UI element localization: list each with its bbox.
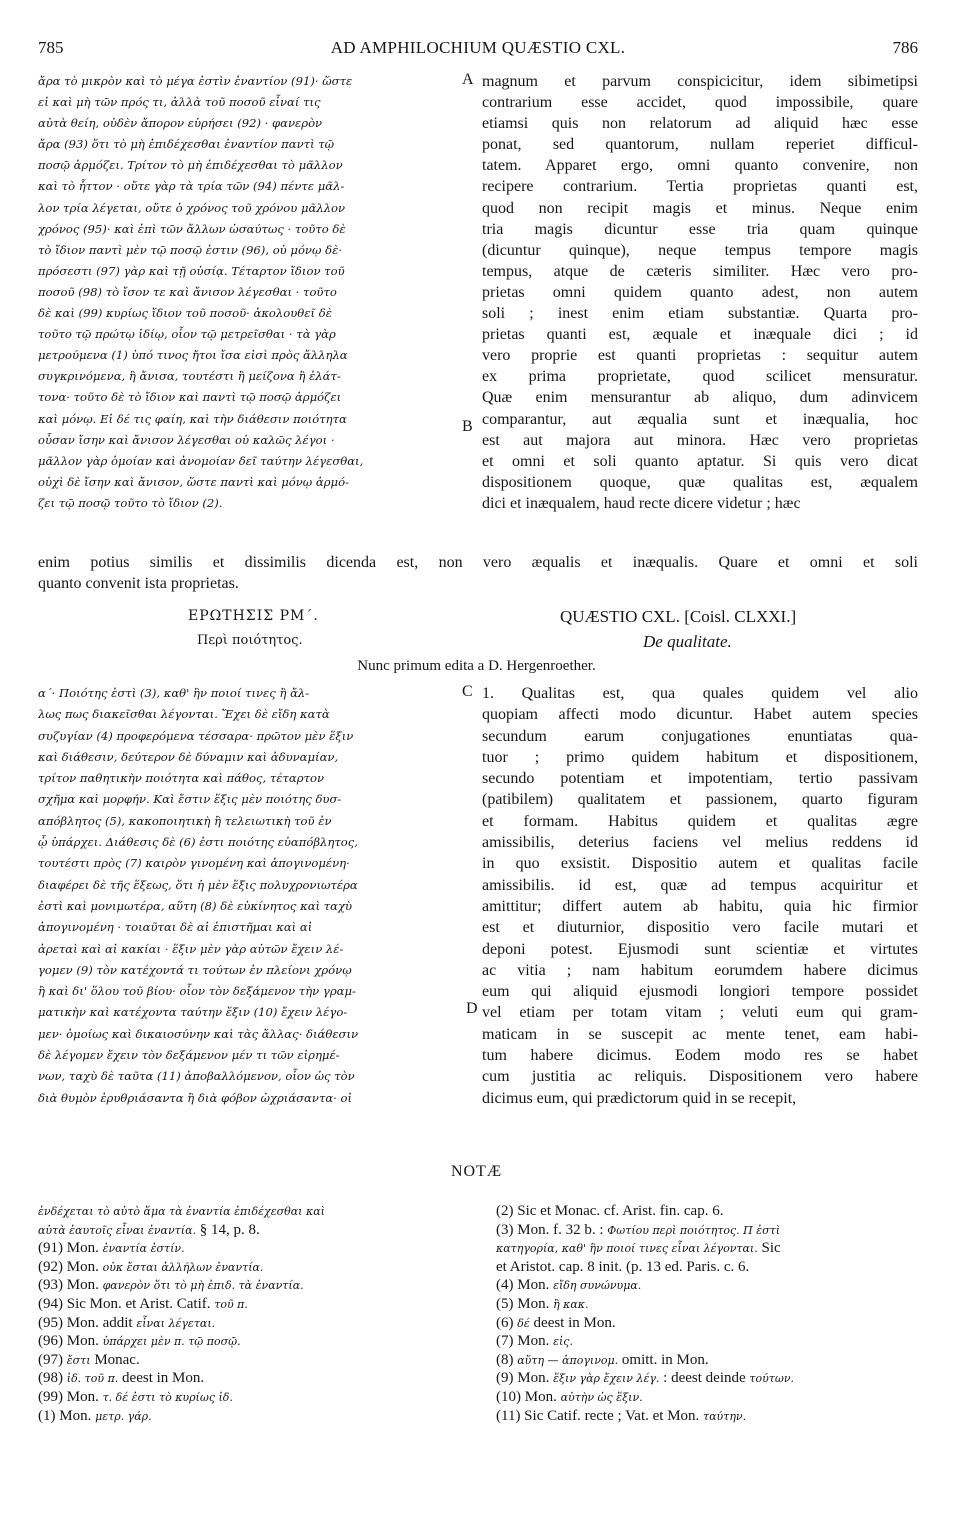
latin-text-line: ponat, sed quantorum, nullam reperiet difficul- — [482, 136, 918, 154]
note-greek-text: ἕξιν γὰρ ἔχειν λέγ. — [553, 1372, 660, 1386]
continuation-line: enim potius similis et dissimilis dicenda est, non vero æqualis et inæqualis. Quare et omni et soli — [38, 554, 918, 571]
note-greek-text: φανερὸν ὅτι τὸ μὴ ἐπιδ. τὰ ἐναντία. — [102, 1279, 304, 1293]
greek-text-line: ἄρα τὸ μικρὸν καὶ τὸ μέγα ἐστὶν ἐναντίον (91)· ὥστε — [38, 74, 353, 88]
greek-text-line: συγκρινόμενα, ἢ ἄνισα, τουτέστι ἢ μείζονα ἢ ἐλάτ- — [38, 369, 341, 384]
note-text: : deest deinde — [659, 1370, 750, 1387]
note-line — [496, 1369, 926, 1388]
note-text: (92) Mon. — [38, 1258, 103, 1275]
latin-text-line: prietas quanti est, æquale et inæquale dici ; id — [482, 326, 918, 344]
latin-text-line: vero proprie est quanti proprietas : sequitur autem — [482, 347, 918, 365]
greek-text-line: μεν· ὁμοίως καὶ δικαιοσύνην καὶ τὰς ἄλλας· διάθεσιν — [38, 1026, 359, 1041]
latin-question-subtitle: De qualitate. — [643, 632, 732, 651]
note-text: et Aristot. cap. 8 init. (p. 13 ed. Paris. c. 6. — [496, 1258, 750, 1275]
greek-text-line: λον τρία λέγεται, οὔτε ὁ χρόνος τοῦ χρόνου μᾶλλον — [38, 200, 346, 215]
note-text: (97) — [38, 1351, 67, 1368]
latin-text-line: (patibilem) qualitatem et passionem, quarto figuram — [482, 791, 918, 809]
greek-text-line: αὐτὰ θείη, οὐδὲν ἄπορον εὑρήσει (92) · φανερὸν — [38, 116, 323, 131]
latin-text-line: secundum earum conjugationes enuntiatas qua- — [482, 727, 918, 745]
edition-note: Nunc primum edita a D. Hergenroether. — [357, 658, 596, 674]
note-text: § 14, p. 8. — [196, 1221, 260, 1238]
greek-text-line: ποσοῦ (98) τὸ ἴσον τε καὶ ἄνισον λέγεσθαι · τοῦτο — [38, 284, 337, 299]
page-number-right: 786 — [892, 38, 918, 57]
running-header — [38, 38, 918, 62]
latin-text-line: cum justitia ac reliquis. Dispositionem vero habere — [482, 1068, 918, 1086]
note-greek-text: ἰδ. τοῦ π. — [66, 1372, 119, 1386]
latin-text-line: recipere contrarium. Tertia proprietas quanti est, — [482, 178, 918, 196]
greek-text-line: εἰ καὶ μὴ τῶν πρός τι, ἀλλὰ τοῦ ποσοῦ εἶναί τις — [38, 95, 321, 110]
latin-text-line: maticam in se suscepit ac mente tenet, eam habi- — [482, 1025, 918, 1043]
latin-text-line: tum habere dicimus. Eodem modo res se habet — [482, 1047, 918, 1065]
latin-text-line: est et diuturnior, dispositio vero facile mutari et — [482, 919, 918, 937]
latin-text-line: dispositionem quoque, quæ qualitas est, æqualem — [482, 473, 918, 491]
note-line — [38, 1332, 478, 1351]
note-text: Sic — [757, 1240, 781, 1257]
greek-column-top — [38, 71, 456, 514]
latin-column-bottom — [482, 683, 918, 1109]
note-greek-text: τοῦ π. — [214, 1297, 248, 1311]
greek-text-line: ζει τῷ ποσῷ τοῦτο τὸ ἴδιον (2). — [38, 495, 223, 510]
latin-text-line: amittitur; differt autem ab habitu, quia hic firmior — [482, 897, 918, 915]
note-greek-text: ἐνδέχεται τὸ αὐτὸ ἅμα τὰ ἐναντία ἐπιδέχεσθαι καὶ — [38, 1205, 325, 1218]
full-width-continuation — [38, 552, 918, 594]
note-greek-text: οὐκ ἔσται ἀλλήλων ἐναντία. — [102, 1260, 264, 1274]
note-greek-text: εἶναι λέγεται. — [136, 1316, 216, 1330]
note-line — [496, 1202, 926, 1221]
note-text: (5) Mon. — [496, 1295, 554, 1312]
note-greek-text: ὑπάρχει μὲν π. τῷ ποσῷ. — [102, 1335, 241, 1349]
greek-text-line: οὐχὶ δὲ ἴσην καὶ ἄνισον, ὥστε παντὶ καὶ μόνῳ ἁρμό- — [38, 474, 349, 489]
latin-question-title: QUÆSTIO CXL. [Coisl. CLXXI.] — [560, 607, 797, 626]
latin-text-line: quopiam affecti modo dicuntur. Habet autem species — [482, 706, 918, 724]
greek-text-line: τὸ ἴδιον παντὶ μὲν τῷ ποσῷ ἐστιν (96), οὐ μόνῳ δὲ· — [38, 242, 343, 257]
greek-text-line: καὶ τὸ ἧττον · οὔτε γὰρ τὰ τρία τῶν (94) πέντε μᾶλ- — [38, 179, 345, 194]
note-line — [38, 1388, 478, 1407]
greek-text-line: ἐστὶ καὶ μονιμωτέρα, αὕτη (8) δὲ εὐκίνητος καὶ ταχὺ — [38, 898, 353, 913]
note-line — [38, 1276, 478, 1295]
greek-text-line: καὶ διάθεσιν, δεύτερον δὲ δύναμιν καὶ ἀδυναμίαν, — [38, 749, 339, 764]
greek-text-line: τουτέστι πρὸς (7) καιρὸν γινομένη καὶ ἀπογινομένη· — [38, 856, 350, 871]
note-text: deest in Mon. — [118, 1370, 205, 1387]
note-greek-text: δέ — [517, 1316, 530, 1330]
column-marker-c: C — [462, 683, 473, 700]
note-text: (98) — [38, 1370, 67, 1387]
note-line — [38, 1295, 478, 1314]
note-line — [38, 1239, 478, 1258]
note-text: (4) Mon. — [496, 1277, 554, 1294]
note-text: (94) Sic Mon. et Arist. Catif. — [38, 1295, 215, 1312]
latin-text-line: tuor ; primo quidem habitum et dispositionem, — [482, 748, 918, 766]
greek-text-line: χρόνος (95)· καὶ ἐπὶ τῶν ἄλλων ὡσαύτως · τοῦτο δὲ — [38, 221, 346, 236]
latin-text-line: ac vitia ; nam habitum eorumdem habere dicimus — [482, 961, 918, 979]
note-text: (6) — [496, 1314, 518, 1331]
greek-text-line: οὖσαν ἴσην καὶ ἄνισον λέγεσθαι οὐ καλῶς λέγοι · — [38, 432, 335, 447]
note-text: (99) Mon. — [38, 1388, 103, 1405]
note-line — [496, 1351, 926, 1370]
greek-text-line: ἄρα (93) ὅτι τὸ μὴ ἐπιδέχεσθαι ἐναντίον παντὶ τῷ — [38, 137, 335, 152]
note-text: deest in Mon. — [529, 1314, 616, 1331]
latin-text-line: magnum et parvum conspicicitur, idem sibimetipsi — [482, 73, 918, 90]
note-text: (11) Sic Catif. recte ; Vat. et Mon. — [496, 1407, 704, 1424]
greek-text-line: μετρούμενα (1) ὑπό τινος ἤτοι ἴσα εἰσὶ πρὸς ἄλληλα — [38, 348, 348, 363]
greek-text-line: σχῆμα καὶ μορφήν. Καὶ ἔστιν ἕξις μὲν ποιότης δυσ- — [38, 792, 342, 807]
note-text: (96) Mon. — [38, 1333, 103, 1350]
latin-text-line: amissibilis. id est, quæ ad tempus acquiritur et — [482, 876, 918, 894]
continuation-line: quanto convenit ista proprietas. — [38, 575, 239, 592]
note-line — [38, 1202, 478, 1221]
note-greek-text: εἰς. — [553, 1335, 573, 1349]
note-line — [496, 1332, 926, 1351]
latin-text-line: dici et inæqualem, haud recte dicere videtur ; hæc — [482, 494, 801, 512]
note-greek-text: μετρ. γάρ. — [95, 1409, 152, 1423]
note-line — [496, 1239, 926, 1258]
latin-text-line: vel etiam per totam vitam ; veluti eum qui gram- — [482, 1004, 918, 1022]
note-greek-text: αὐτὰ ἑαυτοῖς εἶναι ἐναντία. — [38, 1223, 196, 1237]
latin-text-line: comparantur, aut æqualia sunt et inæqualia, hoc — [482, 410, 918, 428]
notes-right-column — [496, 1202, 926, 1425]
column-marker-b: B — [462, 418, 473, 435]
greek-text-line: καὶ μόνῳ. Εἰ δέ τις φαίη, καὶ τὴν διάθεσιν ποιότητα — [38, 411, 347, 426]
latin-text-line: contrarium esse accidet, quod impossibile, quare — [482, 94, 918, 112]
column-marker-d: D — [466, 1000, 478, 1017]
greek-text-line: διαφέρει δὲ τῆς ἕξεως, ὅτι ἡ μὲν ἕξις πολυχρονιωτέρα — [38, 877, 358, 892]
latin-text-line: soli ; inest enim etiam substantiæ. Quarta pro- — [482, 305, 918, 323]
greek-text-line: δὲ λέγομεν ἔχειν τὸν δεξάμενον μέν τι τῶν εἰρημέ- — [38, 1048, 340, 1063]
note-greek-text: ἐναντία ἐστίν. — [102, 1242, 185, 1256]
note-line — [496, 1388, 926, 1407]
note-greek-text: κατηγορία, καθ' ἣν ποιοί τινες εἶναι λέγονται. — [496, 1242, 758, 1256]
column-marker-a: A — [462, 71, 474, 88]
greek-text-line: πρόσεστι (97) γὰρ καὶ τῇ οὐσίᾳ. Τέταρτον ἴδιον τοῦ — [38, 263, 345, 278]
latin-text-line: tria magis dicuntur esse tria quam quinque — [482, 220, 918, 238]
note-greek-text: εἴδη συνώνυμα. — [553, 1279, 642, 1293]
latin-text-line: etiamsi quis non relatorum ad aliquid hæc esse — [482, 115, 918, 133]
note-greek-text: τ. δέ ἐστι τὸ κυρίως ἰδ. — [102, 1390, 233, 1404]
latin-text-line: deponi potest. Ejusmodi sunt scientiæ et virtutes — [482, 940, 918, 958]
greek-text-line: ἀρεταὶ καὶ αἱ κακίαι · ἕξιν μὲν γὰρ αὐτῶν ἔχειν λέ- — [38, 941, 344, 956]
note-line — [496, 1314, 926, 1333]
note-text: (7) Mon. — [496, 1333, 554, 1350]
note-line — [496, 1276, 926, 1295]
latin-text-line: (dicuntur quinque), neque tempus tempore magis — [482, 241, 918, 259]
greek-text-line: ᾧ ὑπάρχει. Διάθεσις δὲ (6) ἐστι ποιότης εὐαπόβλητος, — [38, 835, 358, 850]
note-greek-text: ταύτην. — [703, 1409, 747, 1423]
greek-text-line: μᾶλλον γὰρ ὁμοίαν καὶ ἀνομοίαν δεῖ ταύτην λέγεσθαι, — [38, 453, 364, 468]
note-text: (10) Mon. — [496, 1388, 561, 1405]
greek-text-line: α΄· Ποιότης ἐστὶ (3), καθ' ἣν ποιοί τινες ἢ ἄλ- — [38, 686, 310, 700]
greek-text-line: λως πως διακεῖσθαι λέγονται. Ἔχει δὲ εἴδη κατὰ — [38, 707, 330, 722]
note-text: (8) — [496, 1351, 518, 1368]
latin-text-line: prietas omni quidem quanto adest, non autem — [482, 283, 918, 301]
notes-left-column — [38, 1202, 478, 1425]
note-greek-text: αὕτη — ἀπογινομ. — [517, 1353, 619, 1367]
note-line — [38, 1314, 478, 1333]
greek-text-line: τονα· τοῦτο δὲ τὸ ἴδιον καὶ παντὶ τῷ ποσῷ ἁρμόζει — [38, 390, 342, 405]
latin-text-line: eum qui aliquid ejusmodi longiori tempore possidet — [482, 983, 918, 1001]
note-text: (3) Mon. f. 32 b. : — [496, 1221, 608, 1238]
note-line — [496, 1258, 926, 1277]
latin-text-line: et formam. Habitus quidem et qualitas ægre — [482, 812, 918, 830]
greek-question-title: ΕΡΩΤΗΣΙΣ ΡΜ΄. — [188, 608, 319, 624]
greek-text-line: ποσῷ ἁρμόζει. Τρίτον τὸ μὴ ἐπιδέχεσθαι τὸ μᾶλλον — [38, 158, 343, 173]
note-greek-text: ἢ κακ. — [553, 1297, 589, 1311]
greek-text-line: απόβλητος (5), κακοποιητικὴ ἢ τελειωτικὴ τοῦ ἐν — [38, 813, 332, 828]
note-line — [38, 1221, 478, 1240]
latin-text-line: ex prima proprietate, quod scilicet mensuratur. — [482, 368, 918, 386]
greek-text-line: δὲ καὶ (99) κυρίως ἴδιον τοῦ ποσοῦ· ἀκολουθεῖ δὲ — [38, 306, 332, 321]
latin-text-line: amissibilis, deterius faciens vel melius reddens id — [482, 834, 918, 852]
note-text: (1) Mon. — [38, 1407, 96, 1424]
greek-text-line: ματικὴν καὶ κατέχοντα ταύτην ἕξιν (10) ἔχειν λέγο- — [38, 1005, 348, 1020]
note-text: (2) Sic et Monac. cf. Arist. fin. cap. 6. — [496, 1203, 724, 1219]
note-line — [38, 1369, 478, 1388]
greek-column-bottom — [38, 683, 456, 1109]
latin-text-line: dicimus eum, qui prædictorum quid in se recepit, — [482, 1089, 797, 1107]
latin-text-line: secundo potentiam et impotentiam, tertio passivam — [482, 770, 918, 788]
note-text: omitt. in Mon. — [618, 1351, 709, 1368]
note-text: (9) Mon. — [496, 1370, 554, 1387]
page-number-left: 785 — [38, 38, 64, 57]
latin-text-line: est aut majora aut minora. Hæc vero proprietas — [482, 431, 918, 449]
greek-text-line: νων, ταχὺ δὲ ταῦτα (11) ἀποβαλλόμενον, οἷον ὡς τὸν — [38, 1069, 355, 1084]
greek-question-subtitle: Περὶ ποιότητος. — [197, 633, 303, 648]
latin-text-line: tempus, atque de cæteris similiter. Hæc vero pro- — [482, 262, 918, 280]
latin-text-line: 1. Qualitas est, qua quales quidem vel alio — [482, 685, 918, 702]
greek-text-line: γομεν (9) τὸν κατέχοντά τι τούτων ἐν πλείονι χρόνῳ — [38, 962, 352, 977]
latin-text-line: in quo exsistit. Dispositio autem et qualitas facile — [482, 855, 918, 873]
note-line — [38, 1258, 478, 1277]
note-text: (91) Mon. — [38, 1240, 103, 1257]
latin-text-line: tatem. Apparet ergo, omni quanto convenire, non — [482, 157, 918, 175]
latin-text-line: et omni et soli quanto aptatur. Si quis vero dicat — [482, 452, 918, 470]
greek-text-line: τοῦτο τῷ πρώτῳ ἰδίῳ, οἷον τῷ μετρεῖσθαι · τὰ γὰρ — [38, 327, 336, 342]
note-text: (95) Mon. addit — [38, 1314, 137, 1331]
greek-text-line: διὰ θυμὸν ἐρυθριάσαντα ἢ διὰ φόβον ὠχριάσαντα· οἱ — [38, 1090, 353, 1105]
greek-text-line: τρίτον παθητικὴν ποιότητα καὶ πάθος, τέταρτον — [38, 771, 325, 786]
note-line — [496, 1221, 926, 1240]
notes-heading: NOTÆ — [450, 1163, 503, 1180]
note-line — [38, 1407, 478, 1426]
note-greek-text: αὐτὴν ὡς ἕξιν. — [560, 1390, 643, 1404]
note-text: Monac. — [90, 1351, 140, 1368]
note-line — [38, 1351, 478, 1370]
latin-text-line: Quæ enim mensurantur ab aliquo, dum adinvicem — [482, 389, 918, 407]
note-text: (93) Mon. — [38, 1277, 103, 1294]
greek-text-line: συζυγίαν (4) προφερόμενα τέσσαρα· πρῶτον μὲν ἕξιν — [38, 728, 354, 743]
note-line — [496, 1295, 926, 1314]
note-greek-text: τούτων. — [749, 1372, 795, 1386]
note-greek-text: ἔστι — [66, 1353, 91, 1367]
note-line — [496, 1407, 926, 1426]
running-title: AD AMPHILOCHIUM QUÆSTIO CXL. — [330, 38, 626, 57]
latin-column-top — [482, 71, 918, 514]
greek-text-line: ἀπογινομένη · τοιαῦται δὲ αἱ ἐπιστῆμαι καὶ αἱ — [38, 920, 313, 935]
note-greek-text: Φωτίου περὶ ποιότητος. Π ἐστὶ — [607, 1223, 781, 1237]
greek-text-line: ἢ καὶ δι' ὅλου τοῦ βίου· οἷον τὸν δεξάμενον τὴν γραμ- — [38, 984, 356, 999]
latin-text-line: quod non recipit magis et minus. Neque enim — [482, 199, 918, 217]
